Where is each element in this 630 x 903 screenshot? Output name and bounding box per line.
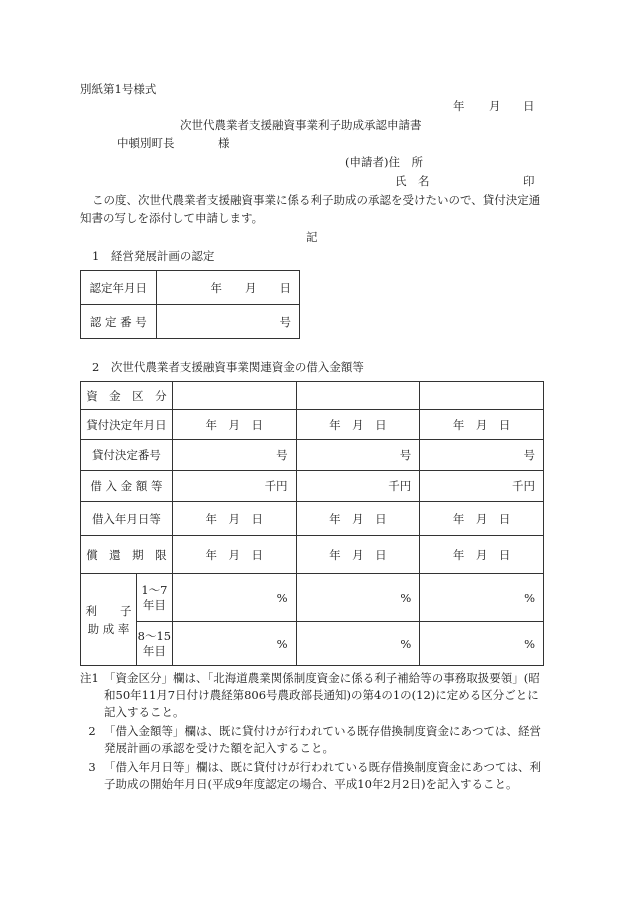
table-row <box>81 502 544 536</box>
table-row <box>81 471 544 502</box>
document-title: 次世代農業者支援融資事業利子助成承認申請書 <box>180 118 422 132</box>
table-row <box>81 305 300 339</box>
rate-cell: % <box>172 574 296 622</box>
repayment-deadline-cell: 年 月 日 <box>420 536 544 574</box>
rate-cell: % <box>420 574 544 622</box>
interest-subsidy-rate-label-line1: 利 子 <box>85 603 132 618</box>
rate-period-line2: 年目 <box>142 643 166 658</box>
approval-number-label: 認 定 番 号 <box>81 305 157 339</box>
note-item <box>80 759 550 793</box>
approval-date-label: 認定年月日 <box>81 271 157 305</box>
rate-cell: % <box>172 622 296 666</box>
applicant-name-label: 氏 名 <box>395 174 430 188</box>
note-item <box>80 723 550 757</box>
date-year: 年 <box>453 99 465 113</box>
loan-decision-number-cell: 号 <box>172 440 296 471</box>
notes-section <box>80 670 550 793</box>
plan-approval-table <box>80 270 300 339</box>
table-row <box>81 622 544 666</box>
borrowing-date-label: 借入年月日等 <box>81 502 173 536</box>
fund-category-label: 資 金 区 分 <box>81 382 173 410</box>
loan-decision-number-label: 貸付決定番号 <box>81 440 173 471</box>
section1-heading: 1 経営発展計画の認定 <box>92 249 215 263</box>
rate-cell: % <box>296 622 420 666</box>
note-number: 2 <box>88 724 96 738</box>
note-number: 注1 <box>80 671 99 685</box>
loan-decision-date-cell: 年 月 日 <box>296 410 420 440</box>
form-label: 別紙第1号様式 <box>80 82 157 96</box>
repayment-deadline-cell: 年 月 日 <box>172 536 296 574</box>
addressee: 中頓別町長 <box>117 136 175 150</box>
honorific: 様 <box>218 136 230 150</box>
intro-line-2: 知書の写しを添付して申請します。 <box>80 211 264 225</box>
fund-category-cell <box>296 382 420 410</box>
table-row <box>81 382 544 410</box>
table-row <box>81 574 544 622</box>
seal-label: 印 <box>523 174 535 188</box>
loan-amount-label: 借 入 金 額 等 <box>81 471 173 502</box>
borrowing-date-cell: 年 月 日 <box>420 502 544 536</box>
approval-number-value: 号 <box>156 305 299 339</box>
rate-period-cell <box>136 574 172 622</box>
note-text: 「資金区分」欄は、「北海道農業関係制度資金に係る利子補給等の事務取扱要領」(昭和50年11月7日付け農経第806号農政部長通知)の第4の1の(12)に定める区分ごとに記入すること。 <box>104 671 540 719</box>
date-day: 日 <box>523 99 535 113</box>
loan-decision-number-cell: 号 <box>420 440 544 471</box>
table-row <box>81 271 300 305</box>
loan-amount-table <box>80 381 544 666</box>
rate-period-line2: 年目 <box>142 597 166 612</box>
loan-amount-cell: 千円 <box>296 471 420 502</box>
note-text: 「借入金額等」欄は、既に貸付けが行われている既存借換制度資金にあつては、経営発展計画の承認を受けた額を記入すること。 <box>104 724 541 755</box>
rate-period-cell <box>136 622 172 666</box>
rate-cell: % <box>296 574 420 622</box>
fund-category-cell <box>172 382 296 410</box>
rate-period-line1: 8〜15 <box>137 628 172 643</box>
ki-marker: 記 <box>306 230 318 244</box>
loan-decision-number-cell: 号 <box>296 440 420 471</box>
borrowing-date-cell: 年 月 日 <box>296 502 420 536</box>
note-text: 「借入年月日等」欄は、既に貸付けが行われている既存借換制度資金にあつては、利子助成の開始年月日(平成9年度認定の場合、平成10年2月2日)を記入すること。 <box>104 760 541 791</box>
note-item <box>80 670 550 721</box>
section2-heading: 2 次世代農業者支援融資事業関連資金の借入金額等 <box>92 360 364 374</box>
loan-decision-date-label: 貸付決定年月日 <box>81 410 173 440</box>
repayment-deadline-label: 償 還 期 限 <box>81 536 173 574</box>
date-month: 月 <box>489 99 501 113</box>
borrowing-date-cell: 年 月 日 <box>172 502 296 536</box>
applicant-address-label: (申請者)住 所 <box>345 155 423 169</box>
loan-amount-cell: 千円 <box>172 471 296 502</box>
table-row <box>81 440 544 471</box>
interest-subsidy-rate-label-line2: 助 成 率 <box>87 621 130 636</box>
table-row <box>81 410 544 440</box>
table-row <box>81 536 544 574</box>
intro-line-1: この度、次世代農業者支援融資事業に係る利子助成の承認を受けたいので、貸付決定通 <box>92 193 541 207</box>
repayment-deadline-cell: 年 月 日 <box>296 536 420 574</box>
note-number: 3 <box>88 760 96 774</box>
approval-date-value: 年 月 日 <box>156 271 299 305</box>
rate-period-line1: 1〜7 <box>141 582 168 597</box>
fund-category-cell <box>420 382 544 410</box>
loan-amount-cell: 千円 <box>420 471 544 502</box>
rate-cell: % <box>420 622 544 666</box>
interest-subsidy-rate-label <box>81 574 137 666</box>
loan-decision-date-cell: 年 月 日 <box>172 410 296 440</box>
loan-decision-date-cell: 年 月 日 <box>420 410 544 440</box>
